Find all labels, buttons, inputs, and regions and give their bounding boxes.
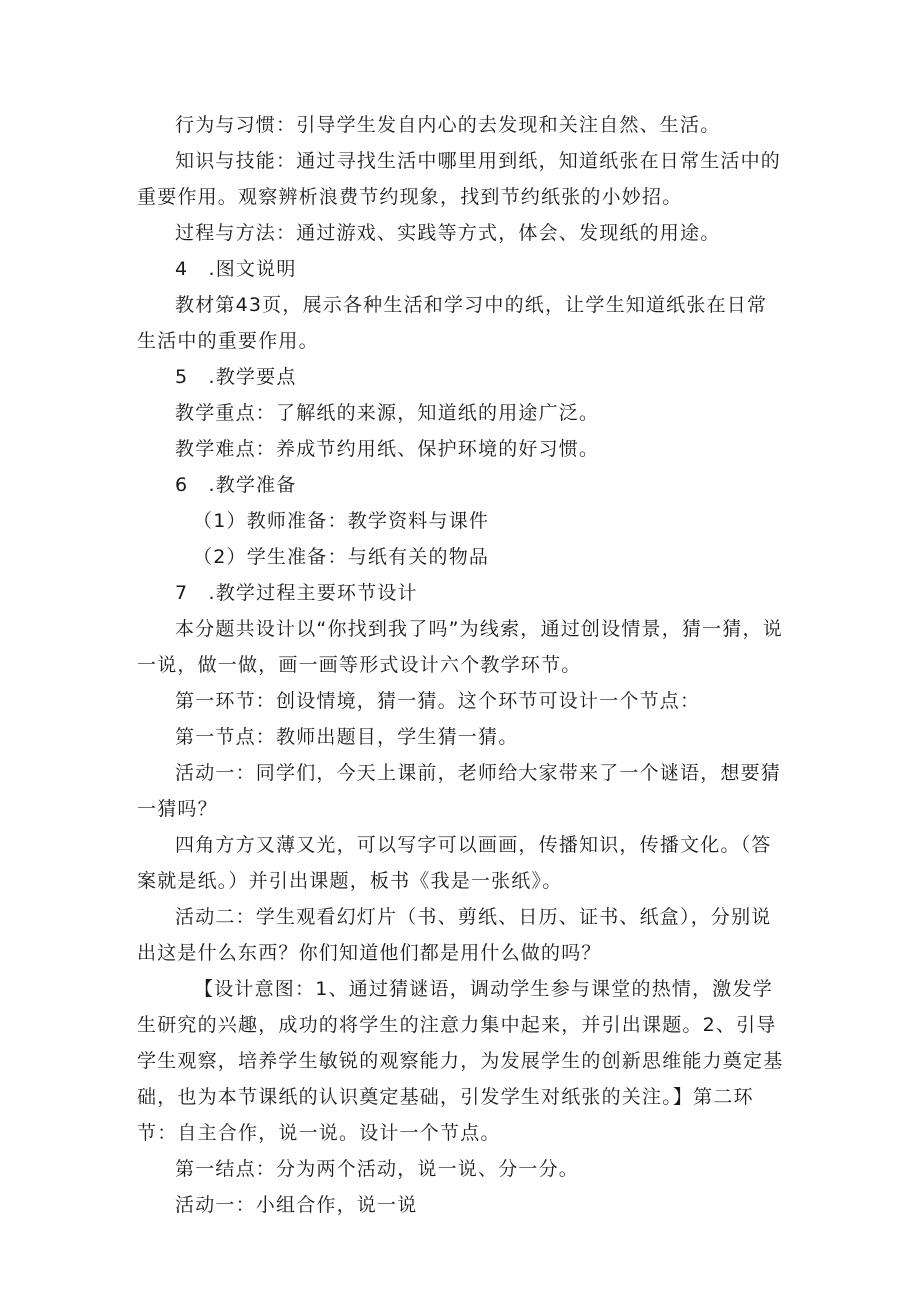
document-body [137, 107, 787, 1223]
paragraph-activity-two: 活动二：学生观看幻灯片（书、剪纸、日历、证书、纸盒），分别说出这是什么东西？你们知道他们都是用什么做的吗？ [137, 906, 772, 964]
section-heading-7: 7 .教学过程主要环节设计 [175, 582, 418, 604]
list-item-student-prep: （2）学生准备：与纸有关的物品 [193, 546, 490, 568]
paragraph-design-overview: 本分题共设计以“你找到我了吗”为线索，通过创设情景，猜一猜，说一说，做一做，画一画等形式设计六个教学环节。 [137, 618, 783, 676]
paragraph-first-stage: 第一环节：创设情境，猜一猜。这个环节可设计一个节点： [175, 690, 701, 712]
paragraph-riddle: 四角方方又薄又光，可以写字可以画画，传播知识，传播文化。（答案就是纸。）并引出课题，板书《我是一张纸》。 [137, 834, 772, 892]
paragraph-textbook-description: 教材第43页，展示各种生活和学习中的纸，让学生知道纸张在日常生活中的重要作用。 [137, 294, 768, 352]
list-item-teacher-prep: （1）教师准备：教学资料与课件 [193, 510, 490, 532]
paragraph-difficult-point: 教学难点：养成节约用纸、保护环境的好习惯。 [175, 438, 600, 460]
section-heading-5: 5 .教学要点 [175, 366, 297, 388]
paragraph-first-node: 第一节点：教师出题目，学生猜一猜。 [175, 726, 519, 748]
paragraph-activity-one: 活动一：同学们，今天上课前，老师给大家带来了一个谜语，想要猜一猜吗？ [137, 762, 782, 820]
paragraph-design-intent: 【设计意图：1、通过猜谜语，调动学生参与课堂的热情，激发学生研究的兴趣，成功的将学生的注意力集中起来，并引出课题。2、引导学生观察，培养学生敏锐的观察能力，为发展学生的创新思维能力奠定基础，也为本节课纸的认识奠定基础，引发学生对纸张的关注。】第二环节：自主合作，说一说。设计一个节点。 [137, 978, 784, 1144]
paragraph-group-activity: 活动一：小组合作，说一说 [175, 1194, 418, 1216]
section-heading-6: 6 .教学准备 [175, 474, 297, 496]
paragraph-behavior-habits: 行为与习惯：引导学生发自内心的去发现和关注自然、生活。 [175, 114, 721, 136]
paragraph-knowledge-skills: 知识与技能：通过寻找生活中哪里用到纸，知道纸张在日常生活中的重要作用。观察辨析浪费节约现象，找到节约纸张的小妙招。 [137, 150, 782, 208]
paragraph-first-junction: 第一结点：分为两个活动，说一说、分一分。 [175, 1158, 580, 1180]
paragraph-key-point: 教学重点：了解纸的来源，知道纸的用途广泛。 [175, 402, 600, 424]
paragraph-process-methods: 过程与方法：通过游戏、实践等方式，体会、发现纸的用途。 [175, 222, 721, 244]
section-heading-4: 4 .图文说明 [175, 258, 297, 280]
